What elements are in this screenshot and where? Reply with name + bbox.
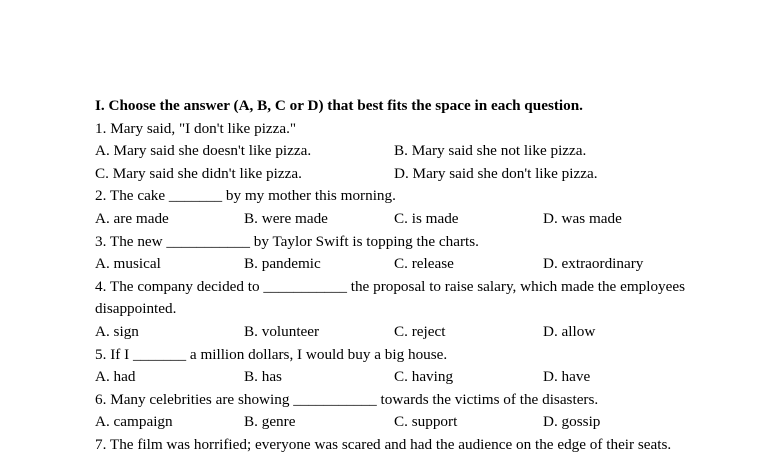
question-5-options <box>95 366 775 389</box>
question-1-option-d: D. Mary said she don't like pizza. <box>394 164 598 182</box>
question-6-option-a: A. campaign <box>95 413 173 431</box>
question-2: 2. The cake _______ by my mother this morning. <box>95 187 396 205</box>
question-5-option-b: B. has <box>244 368 282 386</box>
question-2-option-b: B. were made <box>244 209 328 227</box>
question-4: 4. The company decided to ___________ the proposal to raise salary, which made the employees disappointed. <box>95 277 686 318</box>
question-4-options <box>95 321 775 344</box>
question-6: 6. Many celebrities are showing ___________ towards the victims of the disasters. <box>95 390 599 408</box>
question-6-option-b: B. genre <box>244 413 296 431</box>
question-1-option-b: B. Mary said she not like pizza. <box>394 142 587 160</box>
question-2-option-a: A. are made <box>95 209 169 227</box>
question-2-options <box>95 208 775 231</box>
question-1-option-a: A. Mary said she doesn't like pizza. <box>95 142 312 160</box>
question-2-option-d: D. was made <box>543 209 622 227</box>
question-3-options <box>95 253 775 276</box>
question-3-option-b: B. pandemic <box>244 255 321 273</box>
question-3-option-a: A. musical <box>95 255 161 273</box>
question-4-option-c: C. reject <box>394 322 446 340</box>
question-4-option-b: B. volunteer <box>244 322 320 340</box>
question-3-option-d: D. extraordinary <box>543 255 644 273</box>
question-5: 5. If I _______ a million dollars, I would buy a big house. <box>95 345 448 363</box>
exercise-content <box>95 95 775 457</box>
question-4-option-d: D. allow <box>543 322 596 340</box>
question-5-option-d: D. have <box>543 368 591 386</box>
question-5-option-a: A. had <box>95 368 136 386</box>
question-1-options-row-1 <box>95 140 775 163</box>
question-7: 7. The film was horrified; everyone was scared and had the audience on the edge of their seats. <box>95 435 672 453</box>
question-2-option-c: C. is made <box>394 209 459 227</box>
question-3: 3. The new ___________ by Taylor Swift is topping the charts. <box>95 232 479 250</box>
question-1-option-c: C. Mary said she didn't like pizza. <box>95 164 302 182</box>
question-6-options <box>95 411 775 434</box>
question-6-option-c: C. support <box>394 413 458 431</box>
question-1: 1. Mary said, "I don't like pizza." <box>95 119 297 137</box>
section-heading: I. Choose the answer (A, B, C or D) that best fits the space in each question. <box>95 97 583 114</box>
question-6-option-d: D. gossip <box>543 413 601 431</box>
question-1-options-row-2 <box>95 163 775 186</box>
question-3-option-c: C. release <box>394 255 454 273</box>
question-4-option-a: A. sign <box>95 322 139 340</box>
question-5-option-c: C. having <box>394 368 454 386</box>
